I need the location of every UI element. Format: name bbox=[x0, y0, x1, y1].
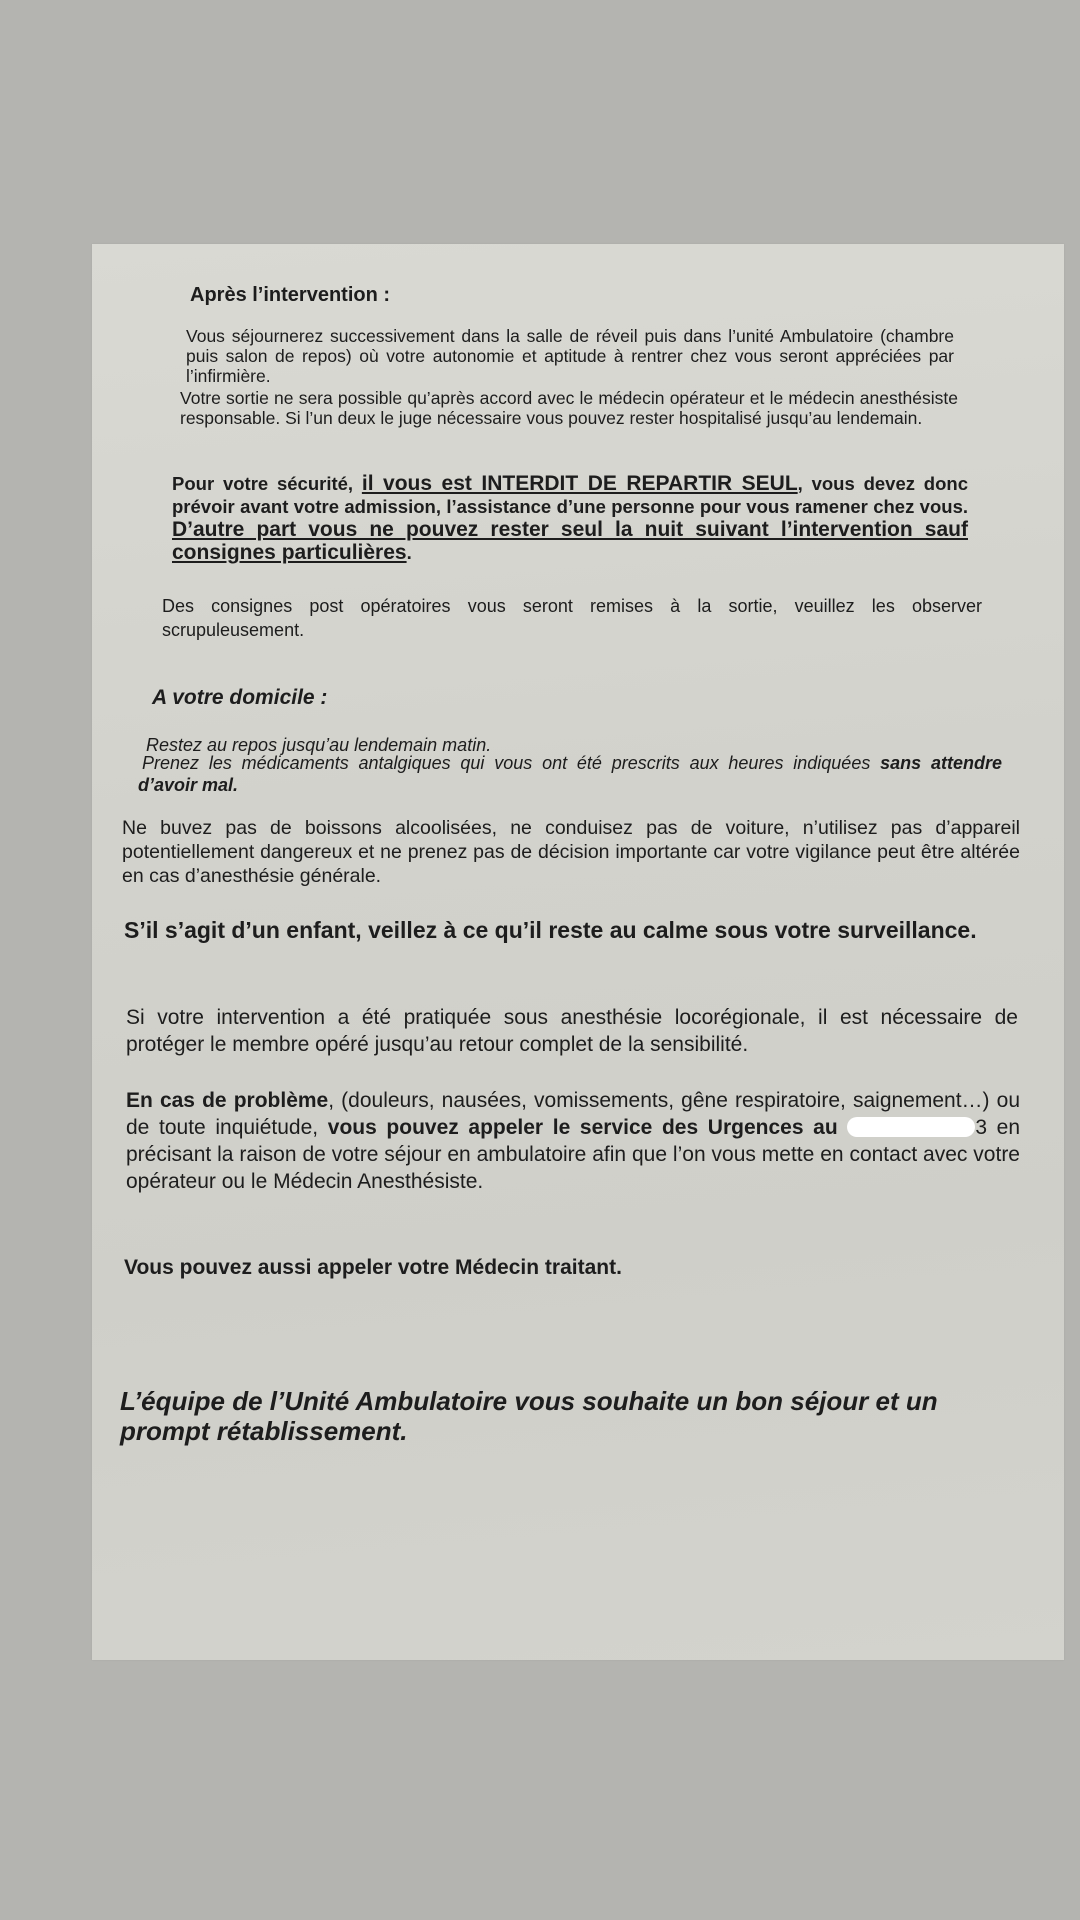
paragraph-rest: Restez au repos jusqu’au lendemain matin. bbox=[146, 735, 492, 755]
security-assistance: , vous devez donc prévoir avant votre admission, l’assistance d’une personne pour vous ramener chez vous. bbox=[172, 473, 968, 517]
paragraph-alcohol-driving: Ne buvez pas de boissons alcoolisées, ne conduisez pas de voiture, n’utilisez pas d’appareil potentiellement dangereux et ne prenez pas de décision importante car votre vigilance peut être altérée en cas d’anesthésie générale. bbox=[122, 817, 1020, 887]
security-forbidden-alone: il vous est INTERDIT DE REPARTIR SEUL bbox=[361, 472, 798, 495]
paragraph-discharge-approval: Votre sortie ne sera possible qu’après accord avec le médecin opérateur et le médecin anesthésiste responsable. Si l’un deux le juge nécessaire vous pouvez rester hospitalisé jusqu’au lendemain. bbox=[180, 388, 958, 428]
problem-call-emergency: vous pouvez appeler le service des Urgences au bbox=[327, 1116, 838, 1139]
paragraph-security-warning bbox=[172, 472, 968, 564]
closing-message: L’équipe de l’Unité Ambulatoire vous souhaite un bon séjour et un prompt rétablissement. bbox=[120, 1386, 938, 1446]
section-heading-after-intervention: Après l’intervention : bbox=[190, 284, 391, 306]
paragraph-emergency-contact bbox=[126, 1087, 1020, 1195]
paragraph-recovery-stay: Vous séjournerez successivement dans la salle de réveil puis dans l’unité Ambulatoire (chambre puis salon de repos) où votre autonomie et aptitude à rentrer chez vous seront appréciées par l’infirmière. bbox=[186, 326, 954, 386]
problem-instructions: en précisant la raison de votre séjour en ambulatoire afin que l’on vous mette en contact avec votre opérateur ou le Médecin Anesthésiste. bbox=[126, 1116, 1021, 1193]
problem-symptoms: , (douleurs, nausées, vomissements, gêne respiratoire, saignement…) ou de toute inquiétude, bbox=[126, 1089, 1020, 1139]
document-page bbox=[92, 244, 1064, 1660]
painkillers-text: Prenez les médicaments antalgiques qui vous ont été prescrits aux heures indiquées bbox=[142, 753, 881, 773]
redacted-phone-number bbox=[847, 1117, 975, 1137]
security-period: . bbox=[406, 542, 412, 563]
section-heading-at-home: A votre domicile : bbox=[152, 686, 328, 709]
paragraph-locoregional: Si votre intervention a été pratiquée sous anesthésie locorégionale, il est nécessaire de protéger le membre opéré jusqu’au retour complet de la sensibilité. bbox=[126, 1006, 1018, 1056]
paragraph-child-supervision: S’il s’agit d’un enfant, veillez à ce qu’il reste au calme sous votre surveillance. bbox=[124, 917, 977, 943]
problem-heading: En cas de problème bbox=[126, 1089, 329, 1112]
security-intro: Pour votre sécurité, bbox=[172, 473, 362, 494]
security-night-alone: D’autre part vous ne pouvez rester seul la nuit suivant l’intervention sauf consignes particulières bbox=[172, 518, 968, 564]
paragraph-painkillers bbox=[138, 752, 1002, 796]
phone-last-digit: 3 bbox=[975, 1116, 987, 1139]
paragraph-family-doctor: Vous pouvez aussi appeler votre Médecin traitant. bbox=[124, 1256, 622, 1279]
painkillers-emphasis: sans attendre d’avoir mal. bbox=[138, 753, 1002, 795]
paragraph-postop-instructions: Des consignes post opératoires vous seront remises à la sortie, veuillez les observer scrupuleusement. bbox=[162, 596, 982, 640]
